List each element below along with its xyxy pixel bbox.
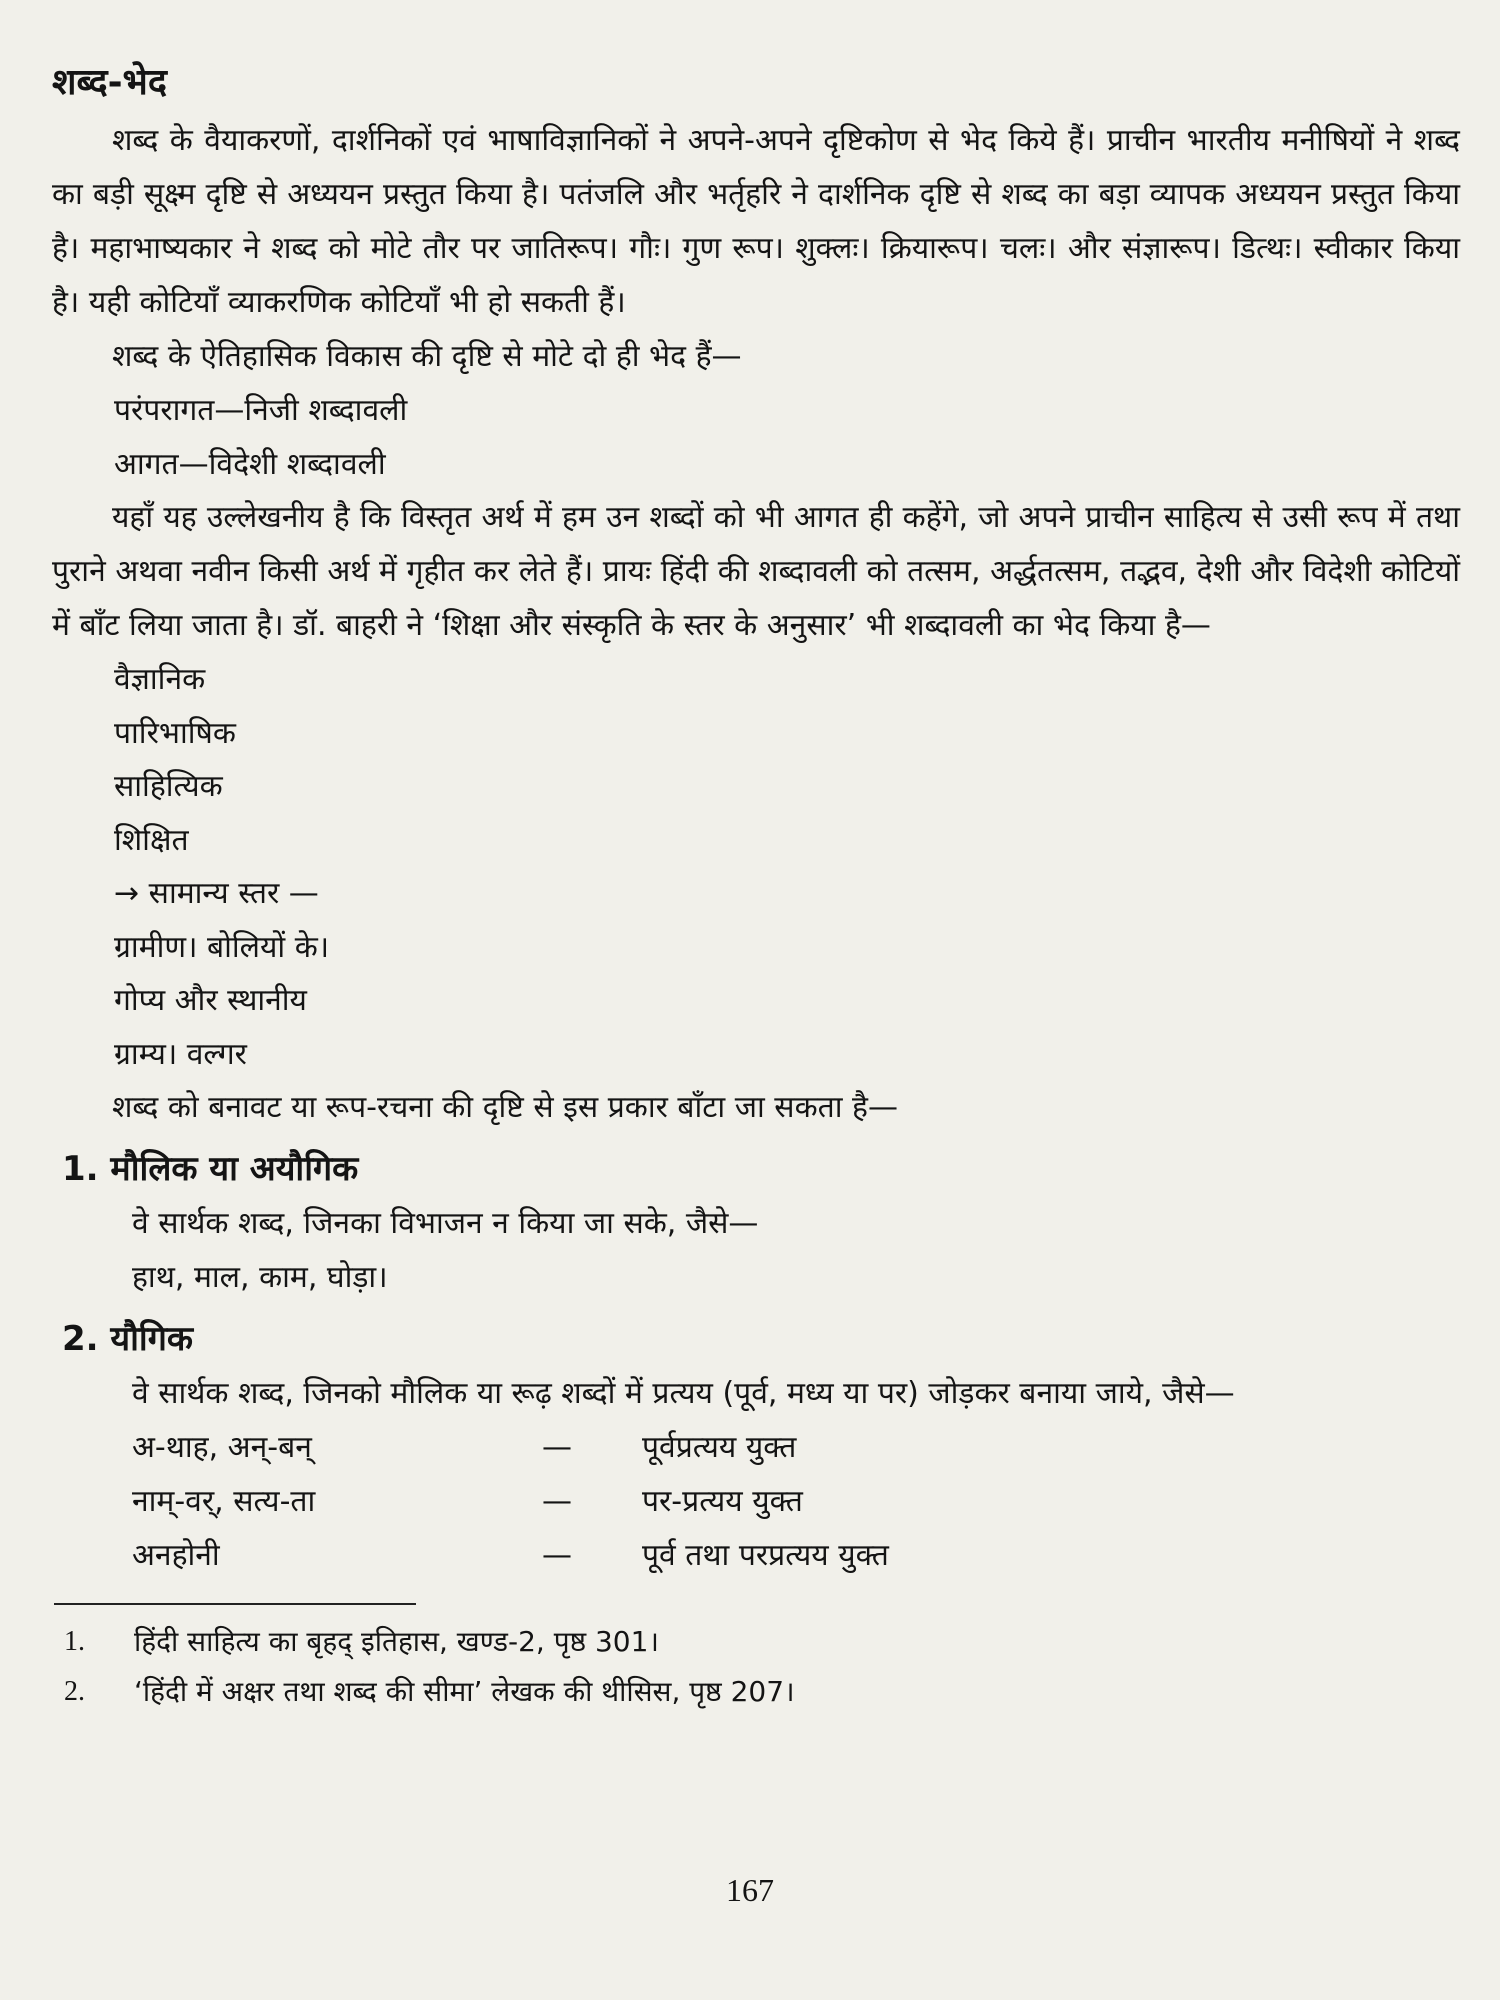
footnote-number: 1. <box>64 1626 85 1657</box>
footnote <box>52 1617 1460 1667</box>
footnote-divider <box>54 1603 416 1605</box>
example-word: नाम्-वर्, सत्य-ता <box>132 1484 316 1519</box>
page-number: 167 <box>726 1872 774 1908</box>
list-item: ग्राम्य। वल्गर <box>114 1036 247 1072</box>
levels-list <box>52 653 1460 1081</box>
table-row <box>132 1475 1460 1529</box>
list-item: परंपरागत—निजी शब्दावली <box>114 393 408 428</box>
paragraph: यहाँ यह उल्लेखनीय है कि विस्तृत अर्थ में हम उन शब्दों को भी आगत ही कहेंगे, जो अपने प्राचीन साहित्य से उसी रूप में तथा पुराने अथवा नवीन किसी अर्थ में गृहीत कर लेते हैं। प्रायः हिंदी की शब्दावली को तत्सम, अर्द्धतत्सम, तद्भव, देशी और विदेशी कोटियों में बाँट लिया जाता है। डॉ. बाहरी ने ‘शिक्षा और संस्कृति के स्तर के अनुसार’ भी शब्दावली का भेद किया है— <box>52 500 1460 643</box>
dash: — <box>542 1430 572 1465</box>
document-page <box>52 58 1460 1717</box>
dash: — <box>542 1484 572 1519</box>
table-row <box>132 1421 1460 1475</box>
section-definition: वे सार्थक शब्द, जिनका विभाजन न किया जा सके, जैसे— <box>132 1206 759 1241</box>
affix-type: पूर्वप्रत्यय युक्त <box>642 1430 797 1465</box>
example-word: अनहोनी <box>132 1538 220 1573</box>
list-item: ग्रामीण। बोलियों के। <box>114 929 330 965</box>
list-item: गोप्य और स्थानीय <box>114 983 307 1018</box>
dash: — <box>542 1538 572 1573</box>
section-heading: शब्द-भेद <box>52 62 167 103</box>
footnotes <box>52 1617 1460 1717</box>
paragraph: शब्द को बनावट या रूप-रचना की दृष्टि से इस प्रकार बाँटा जा सकता है— <box>112 1090 898 1125</box>
section-2 <box>52 1311 1460 1583</box>
list-item: आगत—विदेशी शब्दावली <box>114 446 386 482</box>
affix-type: पूर्व तथा परप्रत्यय युक्त <box>642 1538 889 1573</box>
section-title: 2. यौगिक <box>62 1319 193 1359</box>
paragraph: शब्द के ऐतिहासिक विकास की दृष्टि से मोटे दो ही भेद हैं— <box>112 339 742 374</box>
list-item: → सामान्य स्तर — <box>114 876 319 911</box>
section-definition: वे सार्थक शब्द, जिनको मौलिक या रूढ़ शब्दों में प्रत्यय (पूर्व, मध्य या पर) जोड़कर बनाया जाये, जैसे— <box>132 1376 1235 1411</box>
footnote <box>52 1667 1460 1717</box>
section-title: 1. मौलिक या अयौगिक <box>62 1149 359 1189</box>
footnote-text: ‘हिंदी में अक्षर तथा शब्द की सीमा’ लेखक की थीसिस, पृष्ठ 207। <box>134 1675 795 1708</box>
table-row <box>132 1529 1460 1583</box>
example-word: अ-थाह, अन्-बन् <box>132 1430 312 1465</box>
list-item: वैज्ञानिक <box>114 662 206 697</box>
list-item: पारिभाषिक <box>114 715 236 751</box>
list-item: साहित्यिक <box>114 769 223 804</box>
section-examples: हाथ, माल, काम, घोड़ा। <box>132 1260 388 1295</box>
affix-type: पर-प्रत्यय युक्त <box>642 1484 803 1519</box>
historical-types-list <box>52 384 1460 491</box>
footnote-number: 2. <box>64 1676 85 1707</box>
list-item: शिक्षित <box>114 822 189 858</box>
footnote-text: हिंदी साहित्य का बृहद् इतिहास, खण्ड-2, पृष्ठ 301। <box>134 1625 660 1658</box>
paragraph: शब्द के वैयाकरणों, दार्शनिकों एवं भाषाविज्ञानिकों ने अपने-अपने दृष्टिकोण से भेद किये हैं। प्राचीन भारतीय मनीषियों ने शब्द का बड़ी सूक्ष्म दृष्टि से अध्ययन प्रस्तुत किया है। पतंजलि और भर्तृहरि ने दार्शनिक दृष्टि से शब्द का बड़ा व्यापक अध्ययन प्रस्तुत किया है। महाभाष्यकार ने शब्द को मोटे तौर पर जातिरूप। गौः। गुण रूप। शुक्लः। क्रियारूप। चलः। और संज्ञारूप। डित्थः। स्वीकार किया है। यही कोटियाँ व्याकरणिक कोटियाँ भी हो सकती हैं। <box>52 123 1460 320</box>
section-1 <box>52 1141 1460 1305</box>
